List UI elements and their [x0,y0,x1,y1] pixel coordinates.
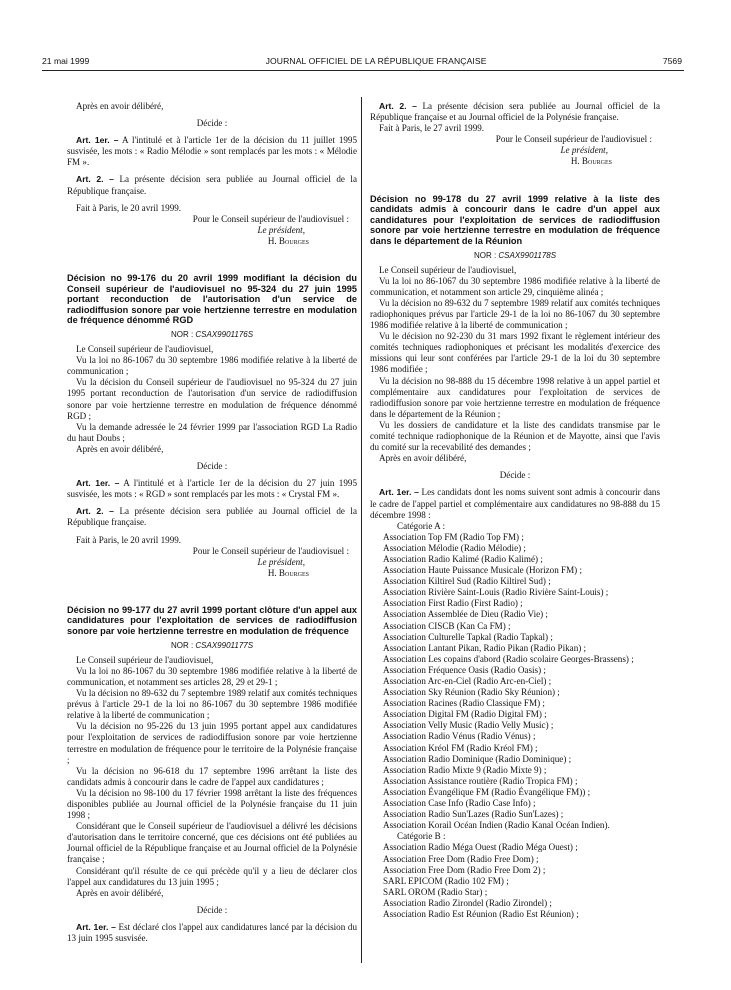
list-item: Association Culturelle Tapkal (Radio Tapkal) ; [383,631,553,642]
article-2 [67,506,357,528]
signature-for: Pour le Conseil supérieur de l'audiovisuel : [192,545,349,556]
left-column [67,101,357,944]
list-item: SARL EPICOM (Radio 102 FM) ; [383,875,509,886]
article-label: Art. 1er. – [76,921,116,932]
header-date: 21 mai 1999 [42,56,90,66]
list-item: Association Rivière Saint-Louis (Radio Rivière Saint-Louis) ; [383,587,609,598]
paragraph: Après en avoir délibéré, [379,453,467,464]
article-text: Est déclaré clos l'appel aux candidatures lancé par la décision du 13 juin 1995 susvisée. [67,921,357,943]
article-2 [370,101,660,123]
nor-reference [67,329,357,340]
list-item: Association Velly Music (Radio Velly Music) ; [383,720,554,731]
paragraph: Vu la décision no 89-632 du 7 septembre 1989 relatif aux comités techniques radiophoniques prévus par l'article 29-1 de la loi no 86-1067 du 30 septembre 1986 modifiée relative à la liberté de communication ; [370,297,660,331]
paragraph: Le Conseil supérieur de l'audiovisuel, [76,654,214,665]
decide-heading: Décide : [499,470,531,481]
list-item: Association Free Dom (Radio Free Dom) ; [383,853,539,864]
signature-name: H. Bourges [570,156,612,167]
nor-label: NOR : [170,640,196,650]
nor-label: NOR : [473,250,499,260]
list-item: SARL OROM (Radio Star) ; [383,886,488,897]
article-label: Art. 1er. – [76,478,120,489]
signing-place-date: Fait à Paris, le 20 avril 1999. [76,202,182,213]
page-header [42,56,682,66]
article-label: Art. 1er. – [76,135,119,146]
paragraph: Vu le décision no 92-230 du 31 mars 1992 fixant le règlement intérieur des comités techniques radiophoniques et précisant les modalités d'exercice des missions qui leur sont conférées par l'article 29-1 de la loi du 30 septembre 1986 modifiée ; [370,331,660,375]
list-item: Association Korail Océan Indien (Radio Kanal Océan Indien). [383,820,610,831]
list-item: Association Top FM (Radio Top FM) ; [383,531,524,542]
paragraph: Vu la loi no 86-1067 du 30 septembre 1986 modifiée relative à la liberté de communication ; [67,355,357,377]
list-item: Association Les copains d'abord (Radio scolaire Georges-Brassens) ; [383,653,634,664]
list-item: Association CISCB (Kan Ca FM) ; [383,620,511,631]
list-item: Association First Radio (First Radio) ; [383,598,523,609]
column-divider [361,97,362,963]
nor-reference [370,250,660,261]
header-page-number: 7569 [662,56,682,66]
list-item: Association Kréol FM (Radio Kréol FM) ; [383,742,538,753]
paragraph: Considérant que le Conseil supérieur de l'audiovisuel a délivré les décisions d'autorisation dans le territoire concerné, que ces décisions ont été publiées au Journal officiel de la République française et au Journal officiel de la Polynésie française ; [67,821,357,865]
signature-name: H. Bourges [267,235,309,246]
list-item: Association Free Dom (Radio Free Dom 2) ; [383,864,546,875]
paragraph: Vu la demande adressée le 24 février 1999 par l'association RGD La Radio du haut Doubs ; [67,421,357,443]
list-item: Association Radio Kalimé (Radio Kalimé) ; [383,553,543,564]
article-label: Art. 2. – [379,101,417,111]
category-a-heading: Catégorie A : [397,520,445,531]
article-1 [67,135,357,168]
signature-title: Le président, [257,556,305,567]
list-item: Association Sky Réunion (Radio Sky Réunion) ; [383,687,560,698]
paragraph: Vu la décision du Conseil supérieur de l'audiovisuel no 95-324 du 27 juin 1995 portant reconduction de l'autorisation d'un service de radiodiffusion sonore par voie hertzienne terrestre en modulation de fréquence dénommé RGD ; [67,377,357,421]
paragraph: Vu la décision no 98-100 du 17 février 1998 arrêtant la liste des fréquences disponibles publiée au Journal officiel de la Polynésie française du 11 juin 1998 ; [67,787,357,821]
list-item: Association Assemblée de Dieu (Radio Vie) ; [383,609,548,620]
paragraph: Vu la décision no 96-618 du 17 septembre 1996 arrêtant la liste des candidats admis à concourir dans le cadre de l'appel aux candidatures ; [67,765,357,787]
category-b-list [370,842,660,920]
signature-title: Le président, [560,145,608,156]
list-item: Association Radio Vénus (Radio Vénus) ; [383,731,536,742]
signing-place-date: Fait à Paris, le 27 avril 1999. [379,123,485,134]
article-1 [370,487,660,520]
list-item: Association Radio Dominique (Radio Dominique) ; [383,753,572,764]
list-item: Association Arc-en-Ciel (Radio Arc-en-Ciel) ; [383,676,552,686]
list-item: Association Radio Zirondel (Radio Zirondel) ; [383,897,552,908]
article-text: La présente décision sera publiée au Journal officiel de la République française et au Journal officiel de la Polynésie française. [370,101,660,123]
signature-for: Pour le Conseil supérieur de l'audiovisuel : [495,134,652,145]
paragraph: Vu les dossiers de candidature et la liste des candidats transmise par le comité technique radiophonique de la Réunion et de Mayotte, ainsi que l'avis du comité sur la recevabilité des demandes ; [370,419,660,453]
list-item: Association Racines (Radio Classique FM) ; [383,698,545,709]
article-2 [67,174,357,196]
signature-title: Le président, [257,224,305,235]
paragraph: Le Conseil supérieur de l'audiovisuel, [379,264,517,275]
list-item: Association Kiltirel Sud (Radio Kiltirel Sud) ; [383,576,551,587]
paragraph: Après en avoir délibéré, [76,443,164,454]
list-item: Association Radio Méga Ouest (Radio Méga Ouest) ; [383,842,578,853]
paragraph: Après en avoir délibéré, [76,101,164,111]
article-1 [67,922,357,944]
signature-name: H. Bourges [267,567,309,578]
decide-heading: Décide : [196,118,228,129]
paragraph: Vu la décision no 98-888 du 15 décembre 1998 relative à un appel partiel et complémentaire aux candidatures pour l'exploitation de services de radiodiffusion sonore par voie hertzienne terrestre en modulation de fréquence dans le département de la Réunion ; [370,375,660,419]
decision-178-title: Décision no 99-178 du 27 avril 1999 relative à la liste des candidats admis à concourir dans le cadre d'un appel aux candidatures pour l'exploitation de services de radiodiffusion sonore par voie hertzienne terrestre en modulation de fréquence dans le département de la Réunion [370,193,660,246]
list-item: Association Radio Sun'Lazes (Radio Sun'Lazes) ; [383,809,564,820]
nor-code: CSAX9901178S [498,250,557,260]
header-journal-title: JOURNAL OFFICIEL DE LA RÉPUBLIQUE FRANÇAISE [265,56,487,66]
list-item: Association Radio Mixte 9 (Radio Mixte 9) ; [383,764,547,775]
article-label: Art. 1er. – [379,487,419,498]
article-text: A l'intitulé et à l'article 1er de la décision du 27 juin 1995 susvisée, les mots : « RGD » sont remplacés par les mots : « Crystal FM ». [67,478,357,500]
nor-code: CSAX9901177S [195,640,254,650]
article-text: Les candidats dont les noms suivent sont admis à concourir dans le cadre de l'appel partiel et complémentaire aux candidatures no 98-888 du 15 décembre 1998 : [370,487,660,520]
article-1 [67,478,357,500]
category-a-list [370,532,660,832]
list-item: Association Lantant Pikan, Radio Pikan (Radio Pikan) ; [383,642,587,653]
article-text: A l'intitulé et à l'article 1er de la décision du 11 juillet 1995 susvisée, les mots : « Radio Mélodie » sont remplacés par les mots : « Mélodie FM ». [67,135,358,168]
header-rule [42,70,684,71]
list-item: Association Fréquence Oasis (Radio Oasis) ; [383,664,546,675]
list-item: Association Case Info (Radio Case Info) ; [383,798,536,809]
article-text: La présente décision sera publiée au Journal officiel de la République française. [67,174,357,196]
decide-heading: Décide : [196,904,228,915]
list-item: Association Mélodie (Radio Mélodie) ; [383,542,526,553]
article-text: La présente décision sera publiée au Journal officiel de la République française. [67,506,357,528]
signing-place-date: Fait à Paris, le 20 avril 1999. [76,534,182,545]
signature-for: Pour le Conseil supérieur de l'audiovisuel : [192,213,349,224]
list-item: Association Haute Puissance Musicale (Horizon FM) ; [383,565,583,576]
list-item: Association Assistance routière (Radio Tropica FM) ; [383,775,578,786]
paragraph: Vu la décision no 89-632 du 7 septembre 1989 relatif aux comités techniques prévus à l'article 29-1 de la loi no 86-1067 du 30 septembre 1986 modifiée relative à la liberté de communication ; [67,688,357,721]
list-item: Association Évangélique FM (Radio Évangélique FM)) ; [383,786,591,797]
article-label: Art. 2. – [76,174,114,185]
paragraph: Après en avoir délibéré, [76,887,164,898]
list-item: Association Digital FM (Radio Digital FM) ; [383,709,547,720]
paragraph: Le Conseil supérieur de l'audiovisuel, [76,344,214,355]
article-label: Art. 2. – [76,506,114,517]
paragraph: Considérant qu'il résulte de ce qui précède qu'il y a lieu de déclarer clos l'appel aux candidatures du 13 juin 1995 ; [67,865,357,887]
nor-reference [67,640,357,651]
category-b-heading: Catégorie B : [397,831,446,842]
paragraph: Vu la décision no 95-226 du 13 juin 1995 portant appel aux candidatures pour l'exploitation de services de radiodiffusion sonore par voie hertzienne terrestre en modulation de fréquence pour le territoire de la Polynésie française ; [67,721,357,765]
right-column [370,101,660,920]
list-item: Association Radio Est Réunion (Radio Est Réunion) ; [383,908,579,919]
decision-177-title: Décision no 99-177 du 27 avril 1999 portant clôture d'un appel aux candidatures pour l'exploitation de services de radiodiffusion sonore par voie hertzienne terrestre en modulation de fréquence [67,604,357,637]
paragraph: Vu la loi no 86-1067 du 30 septembre 1986 modifiée relative à la liberté de communication, et notamment son article 29, cinquième alinéa ; [370,275,660,297]
decide-heading: Décide : [196,461,228,472]
paragraph: Vu la loi no 86-1067 du 30 septembre 1986 modifiée relative à la liberté de communication, et notamment ses articles 28, 29 et 29-1 ; [67,665,357,687]
nor-code: CSAX9901176S [195,330,254,339]
nor-label: NOR : [170,330,196,339]
decision-176-title: Décision no 99-176 du 20 avril 1999 modifiant la décision du Conseil supérieur de l'audiovisuel no 95-324 du 27 juin 1995 portant reconduction de l'autorisation d'un service de radiodiffusion sonore par voie hertzienne terrestre en modulation de fréquence dénommé RGD [67,273,357,326]
